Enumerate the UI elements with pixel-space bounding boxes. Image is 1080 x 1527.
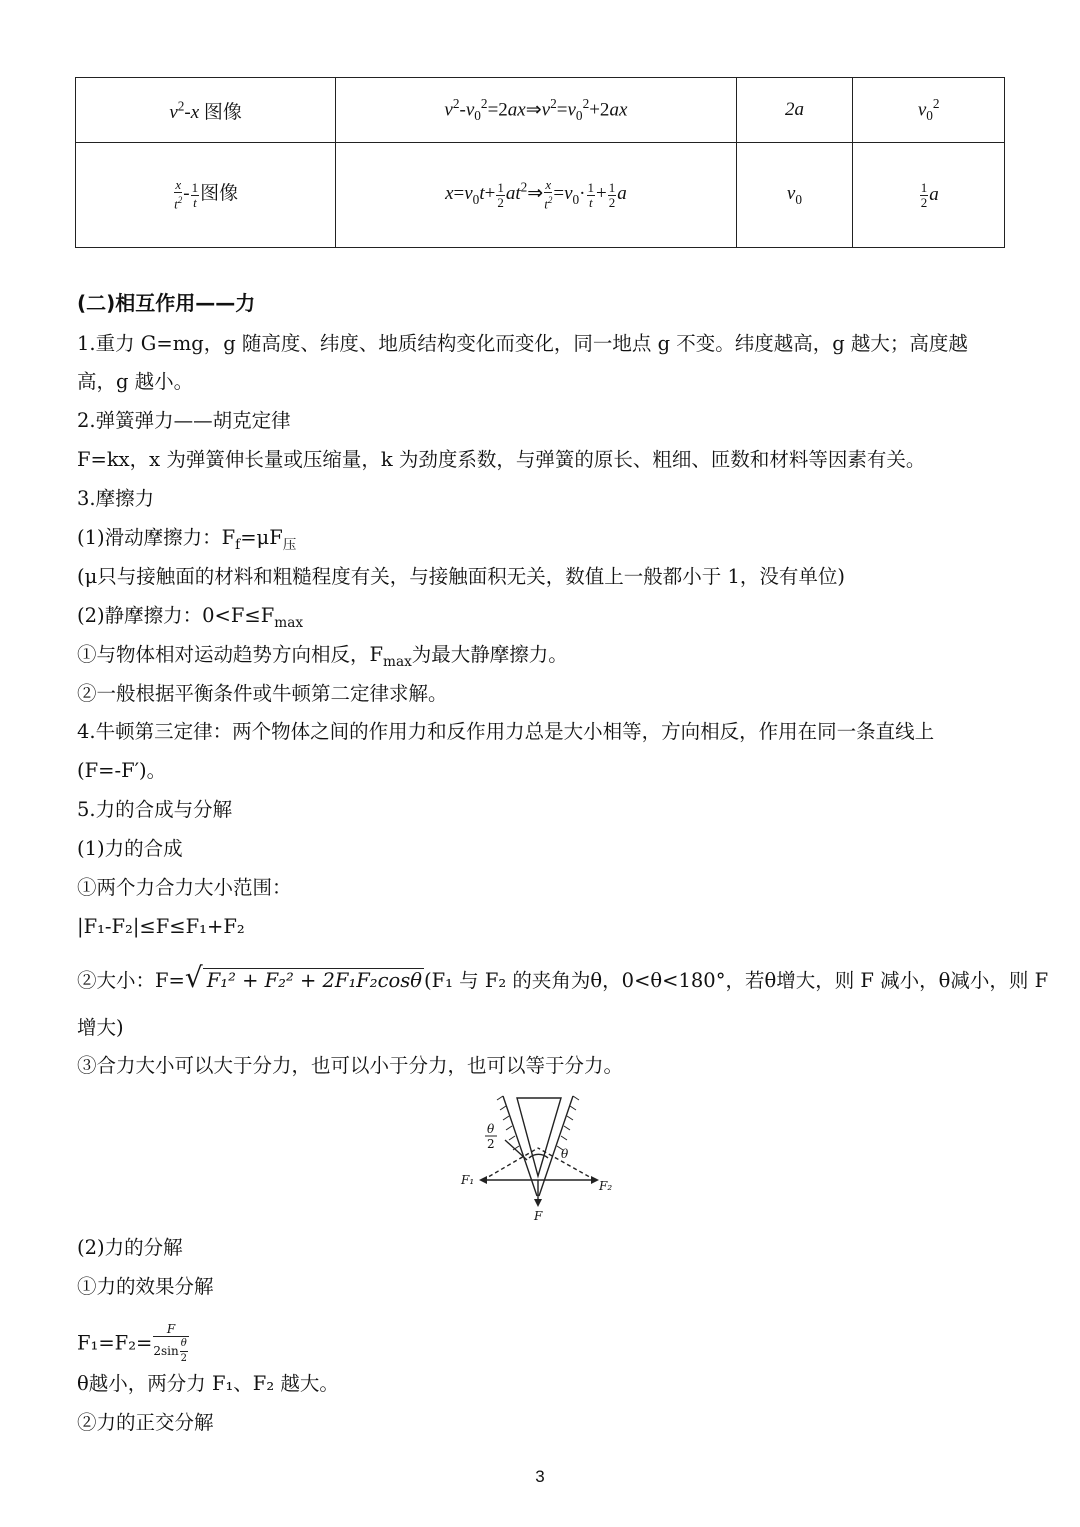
- table-row: [76, 143, 1005, 248]
- text-line: F=kx，x 为弹簧伸长量或压缩量，k 为劲度系数，与弹簧的原长、粗细、匝数和材料等因素有关。: [77, 448, 926, 471]
- theta-half-den-label: 2: [487, 1137, 495, 1151]
- text-line: (2)力的分解: [77, 1236, 183, 1259]
- text-line: ①力的效果分解: [77, 1275, 214, 1298]
- f2-label: F₂: [599, 1179, 613, 1193]
- text-line: (2)静摩擦力：$0<F\le F_{max}$: [77, 604, 304, 631]
- text-line: 2.弹簧弹力——胡克定律: [77, 409, 291, 432]
- f1-label: F₁: [461, 1173, 475, 1187]
- theta-label: θ: [561, 1147, 569, 1161]
- text-line: |F₁-F₂|≤F≤F₁+F₂: [77, 915, 245, 938]
- graph-cell: $v^2-x$ 图像: [76, 78, 336, 143]
- slope-cell: 2a: [736, 78, 853, 143]
- force-decomposition-figure: [455, 1088, 625, 1223]
- section-title: (二)相互作用——力: [77, 291, 256, 315]
- text-line: 3.摩擦力: [77, 487, 155, 510]
- intercept-cell: $v_0^2$: [853, 78, 1005, 143]
- table-row: [76, 78, 1005, 143]
- text-line: (1)滑动摩擦力：$F_f=\mu F_压$: [77, 526, 297, 553]
- text-line: F₁=F₂= F 2sin $\frac{\theta}{2}$: [77, 1322, 187, 1364]
- text-line: ①两个力合力大小范围：: [77, 876, 292, 899]
- text-line: ③合力大小可以大于分力，也可以小于分力，也可以等于分力。: [77, 1054, 624, 1077]
- text-line: ①与物体相对运动趋势方向相反，$F_{max}$为最大静摩擦力。: [77, 643, 568, 670]
- f-label: F: [534, 1209, 543, 1223]
- text-line: (1)力的合成: [77, 837, 183, 860]
- text-line: 增大): [77, 1016, 124, 1039]
- text-line: 5.力的合成与分解: [77, 798, 233, 821]
- text-line: 高，g 越小。: [77, 370, 194, 393]
- text-line: ②力的正交分解: [77, 1411, 214, 1434]
- slope-cell: $v_0$: [736, 143, 853, 248]
- formula-cell: $v^2-v_0^2=2ax\Rightarrow v^2=v_0^2+2ax$: [336, 78, 736, 143]
- formula-cell: $x=v_0t+$ $\frac{1}{2}$ $at^2\Rightarrow$ $\frac{x}{t^2}$ $=v_0\cdot$ $\frac{1}{t}$ + $\frac{1}{2}$ a: [336, 143, 736, 248]
- theta-half-num-label: θ: [487, 1122, 495, 1136]
- text-line: 1.重力 G=mg，g 随高度、纬度、地质结构变化而变化，同一地点 g 不变。纬度越高，g 越大；高度越: [77, 332, 968, 355]
- text-line: 4.牛顿第三定律：两个物体之间的作用力和反作用力总是大小相等，方向相反，作用在同一条直线上: [77, 720, 935, 743]
- text-line: (μ只与接触面的材料和粗糙程度有关，与接触面积无关，数值上一般都小于 1，没有单位): [77, 565, 845, 588]
- text-line: θ越小，两分力 F₁、F₂ 越大。: [77, 1372, 339, 1395]
- page-number: 3: [535, 1467, 545, 1486]
- text-line: ②一般根据平衡条件或牛顿第二定律求解。: [77, 682, 448, 705]
- graph-cell: $\frac{x}{t^2}$ - $\frac{1}{t}$ 图像: [76, 143, 336, 248]
- text-line: (F=-F′)。: [77, 759, 167, 782]
- formula-table: [75, 77, 1005, 248]
- intercept-cell: $\frac{1}{2}$ a: [853, 143, 1005, 248]
- text-line: ②大小：F=√ F₁² + F₂² + 2F₁F₂cosθ (F₁ 与 F₂ 的夹角为θ，0<θ<180°，若θ增大，则 F 减小，θ减小，则 F: [77, 961, 1049, 994]
